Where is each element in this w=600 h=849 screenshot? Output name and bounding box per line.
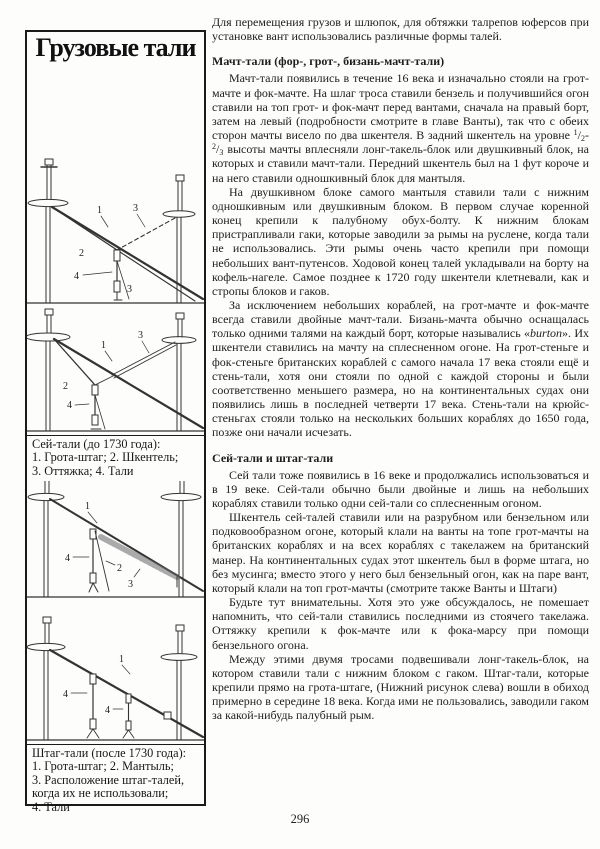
figure-label: 4 [74, 271, 79, 282]
figure-caption-sei-tali [27, 435, 204, 481]
figure-stay-tackle-lower-illustration [27, 601, 204, 744]
figure-label: 3 [133, 203, 138, 214]
paragraph: Шкентель сей-талей ставили или на разрубном или бензельном или подковообразном огоне, который клали на ванты на топе грот-мачты на британских кораблях и на всех кораблях с такелажем на британский манер. На континентальных судах этот шкентель был в форме штага, но без мусинга; вместо этого у него был бензельный огон, как на паре вант, который клали на топ грот-мачты (смотрите также Ванты и Штаги) [212, 510, 589, 595]
figure-label: 2 [79, 248, 84, 259]
figure-label: 1 [97, 205, 102, 216]
figure-label: 1 [119, 654, 124, 665]
figure-label: 1 [85, 501, 90, 512]
figure-label: 4 [105, 705, 110, 716]
caption-line: 4. Тали [32, 800, 70, 814]
figure-label: 1 [101, 340, 106, 351]
paragraph: Будьте тут внимательны. Хотя это уже обсуждалось, не помешает напомнить, что сей-тали ставились последними из стоячего такелажа. Оттяжку крепили к фок-мачте или к фока-марсу при помощи бензельного огона. [212, 595, 589, 652]
paragraph: Для перемещения грузов и шлюпок, для обтяжки талрепов юферсов при установке вант использовались различные формы талей. [212, 15, 589, 44]
caption-line: 1. Грота-штаг; 2. Мантыль; [32, 760, 174, 774]
figure-panel [25, 30, 206, 814]
figure-label: 2 [63, 381, 68, 392]
figure-label: 4 [65, 553, 70, 564]
paragraph: Между этими двумя тросами подвешивали лонг-такель-блок, на котором ставили тали с нижним блоком с гаком. Штаг-тали, которые крепили прямо на грота-штаге, (Нижний рисунок слева) вошли в обиход примерно в середине 18 века. Когда ими не пользовались, заводили гаком за какой-нибудь палубный рым. [212, 651, 589, 723]
figure-label: 3 [138, 330, 143, 341]
panel-title: Грузовые тали [35, 33, 196, 62]
page-number: 296 [290, 812, 310, 826]
figure-label: 3 [127, 284, 132, 295]
figure-mast-tackles-upper-illustration [27, 85, 204, 307]
article [212, 15, 589, 723]
caption-line: 3. Оттяжка; 4. Тали [32, 464, 134, 478]
paragraph: За исключением небольших кораблей, на грот-мачте и фок-мачте всегда ставили двойные мачт-тали. Бизань-мачта обычно оснащалась только одними талями на каждый борт, которые назывались «burton». Их шкентели ставились на мачту на сплесненном огоне. На грот-стеньге и фок-стеньге британских кораблей с самого начала 17 века стояли ещё и стень-тали, хотя они стояли по одной с каждой стороны и были соответственно меньшего размера, но на континентальных судах они появились лишь в последней четверти 17 века. Стень-тали на крюйс-стеньгах стояли только на нескольких больших кораблях до 1650 года, позже они начали исчезать. [212, 297, 590, 440]
figure-label: 4 [67, 400, 72, 411]
caption-line: 3. Расположение штаг-талей, [32, 773, 185, 787]
figure-mast-tackles-lower-illustration [27, 307, 204, 435]
figure-caption-shtag-tali [27, 744, 204, 815]
caption-line: Штаг-тали (после 1730 года): [32, 747, 187, 760]
section-heading: Мачт-тали (фор-, грот-, бизань-мачт-тали) [212, 54, 445, 69]
caption-line: Сей-тали (до 1730 года): [32, 438, 161, 451]
figure-stay-tackle-upper-illustration [27, 481, 204, 601]
paragraph: На двушкивном блоке самого мантыля ставили тали с нижним одношкивным или двушкивным блоком. В первом случае коренной конец крепили к палубному обух-болту. К нижним блокам пристрапливали гаки, которые заводили за рымы на руслене, когда тали не использовались. Эти рымы очень часто крепили при помощи небольших вант-путенсов. Ходовой конец талей укладывали на борту на кофель-нагеле. Самое позднее к 1720 году шкентели клетневали, как и стропы блоков и гаков. [212, 184, 589, 298]
figure-label: 3 [128, 579, 133, 590]
section-heading: Сей-тали и штаг-тали [212, 450, 334, 465]
paragraph: Сей тали тоже появились в 16 веке и продолжались использоваться и в 19 веке. Сей-тали обычно были двойные и лишь на небольших кораблях ставили только одни сей-тали со сплесненным огоном. [212, 467, 589, 510]
figure-label: 2 [117, 563, 122, 574]
caption-line: когда их не использовали; [32, 787, 169, 801]
caption-line: 1. Грота-штаг; 2. Шкентель; [32, 451, 179, 465]
figure-label: 4 [63, 689, 68, 700]
paragraph: Мачт-тали появились в течение 16 века и изначально стояли на грот-мачте и фок-мачте. На шлаг троса ставили бензель и получившийся огон ставили на топ грот- и фок-мачт перед вантами, сначала на правый борт, затем на левый (подробности смотрите в главе Ванты), так что с обеих сторон мачты висело по два шкентеля. В задний шкентель на уровне $^1/_2-^2/_3$ высоты мачты вплесняли лонг-такель-блок или двушкивный блок, на которых и ставили мачт-тали. Передний шкентель был на 1 фут короче и на него ставили одношкивный блок для мантыля. [212, 71, 589, 185]
